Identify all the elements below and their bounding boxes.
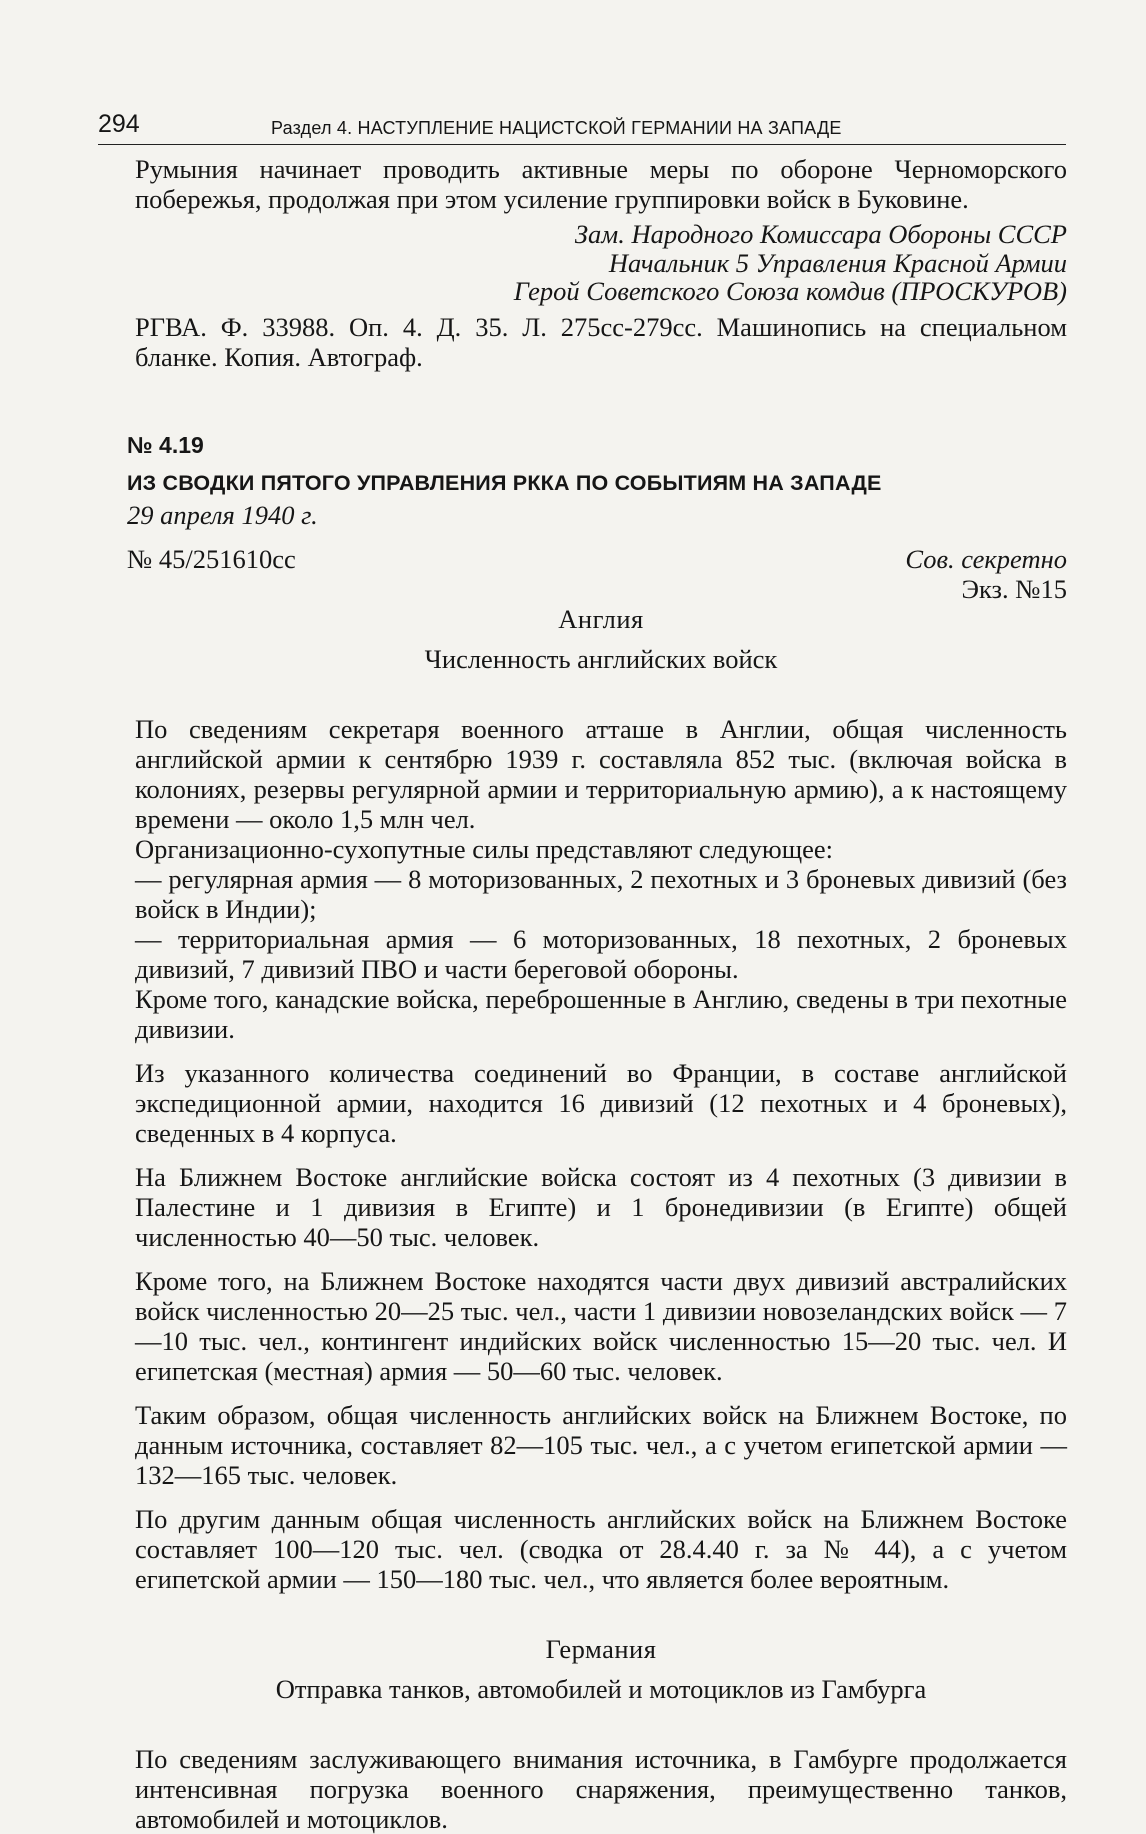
section-subheading-england: Численность английских войск xyxy=(424,643,778,674)
paragraph: По другим данным общая численность английских войск на Ближнем Востоке составляет 100—120 тыс. чел. (сводка от 28.4.40 г. за № 44), а с учетом египетской армии — 150—180 тыс. чел., что является более вероятным. xyxy=(135,1503,1067,1594)
paragraph: На Ближнем Востоке английские войска состоят из 4 пехотных (3 дивизии в Палестине и 1 дивизия в Египте) и 1 бронедивизии (в Египте) общей численностью 40—50 тыс. человек. xyxy=(135,1161,1067,1252)
running-head: Раздел 4. НАСТУПЛЕНИЕ НАЦИСТСКОЙ ГЕРМАНИИ НА ЗАПАДЕ xyxy=(271,118,842,138)
signature-line: Герой Советского Союза комдив (ПРОСКУРОВ) xyxy=(513,276,1067,306)
copy-number: Экз. №15 xyxy=(961,573,1067,604)
paragraph: Кроме того, канадские войска, переброшенные в Англию, сведены в три пехотные дивизии. xyxy=(135,983,1067,1044)
signature-line: Зам. Народного Комиссара Обороны СССР xyxy=(574,219,1067,249)
section-heading-germany: Германия xyxy=(545,1633,657,1664)
paragraph: Таким образом, общая численность английских войск на Ближнем Востоке, по данным источника, составляет 82—105 тыс. чел., а с учетом египетской армии — 132—165 тыс. человек. xyxy=(135,1399,1067,1490)
list-item: — территориальная армия — 6 моторизованных, 18 пехотных, 2 броневых дивизий, 7 дивизий ПВО и части береговой обороны. xyxy=(135,923,1067,984)
archive-reference: РГВА. Ф. 33988. Оп. 4. Д. 35. Л. 275сс-279сс. Машинопись на специальном бланке. Копия. Автограф. xyxy=(135,311,1067,372)
section-heading-england: Англия xyxy=(558,603,644,634)
document-number: № 4.19 xyxy=(127,431,204,458)
list-item: — регулярная армия — 8 моторизованных, 2 пехотных и 3 броневых дивизий (без войск в Индии); xyxy=(135,863,1067,924)
page-body xyxy=(127,154,1067,1834)
registration-number: № 45/251610сс xyxy=(127,543,296,574)
paragraph: По сведениям секретаря военного атташе в Англии, общая численность английской армии к сентябрю 1939 г. составляла 852 тыс. (включая войска в колониях, резервы регулярной армии и территориальную армию), а к настоящему времени — около 1,5 млн чел. xyxy=(135,713,1067,834)
paragraph: Организационно-сухопутные силы представляют следующее: xyxy=(135,833,834,864)
signature-line: Начальник 5 Управления Красной Армии xyxy=(608,247,1067,278)
paragraph: По сведениям заслуживающего внимания источника, в Гамбурге продолжается интенсивная погрузка военного снаряжения, преимущественно танков, автомобилей и мотоциклов. xyxy=(135,1743,1067,1834)
page-number: 294 xyxy=(98,110,140,138)
registration-row xyxy=(127,543,1067,574)
page-header xyxy=(98,108,1066,145)
intro-paragraph: Румыния начинает проводить активные меры по обороне Черноморского побережья, продолжая при этом усиление группировки войск в Буковине. xyxy=(135,154,1067,214)
paragraph: Из указанного количества соединений во Франции, в составе английской экспедиционной армии, находится 16 дивизий (12 пехотных и 4 броневых), сведенных в 4 корпуса. xyxy=(135,1057,1067,1148)
document-title: ИЗ СВОДКИ ПЯТОГО УПРАВЛЕНИЯ РККА ПО СОБЫТИЯМ НА ЗАПАДЕ xyxy=(127,470,882,495)
section-subheading-germany: Отправка танков, автомобилей и мотоциклов из Гамбурга xyxy=(275,1673,927,1704)
classification-stamp: Сов. секретно xyxy=(905,543,1067,574)
document-date: 29 апреля 1940 г. xyxy=(127,499,318,530)
signature-block xyxy=(135,220,1067,306)
paragraph: Кроме того, на Ближнем Востоке находятся части двух дивизий австралийских войск численностью 20—25 тыс. чел., части 1 дивизии новозеландских войск — 7—10 тыс. чел., контингент индийских войск численностью 15—20 тыс. чел. И египетская (местная) армия — 50—60 тыс. человек. xyxy=(135,1265,1067,1386)
